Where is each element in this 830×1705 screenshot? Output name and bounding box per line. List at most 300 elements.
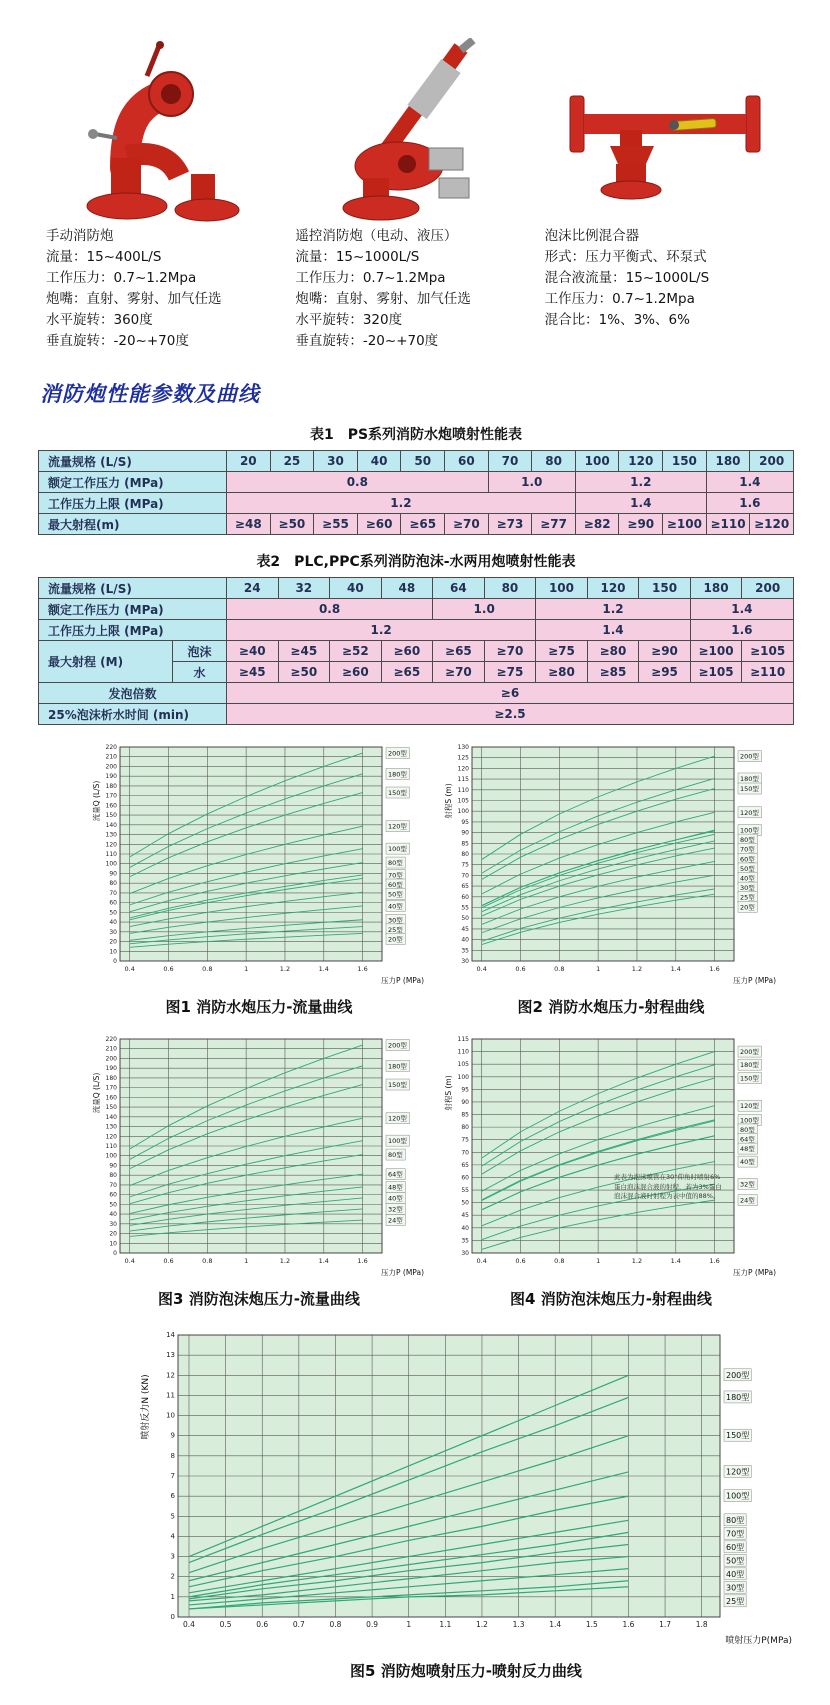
- svg-text:1.6: 1.6: [357, 965, 368, 974]
- svg-text:喷射压力P(MPa): 喷射压力P(MPa): [725, 1636, 792, 1647]
- svg-text:180: 180: [105, 1075, 117, 1083]
- svg-text:110: 110: [105, 1143, 117, 1151]
- svg-text:200型: 200型: [740, 752, 759, 761]
- svg-text:3: 3: [170, 1552, 175, 1561]
- svg-text:60型: 60型: [740, 855, 755, 864]
- table-cell: 流量规格 (L/S): [39, 451, 227, 472]
- svg-text:0.4: 0.4: [183, 1620, 195, 1630]
- svg-text:200型: 200型: [388, 1041, 407, 1050]
- svg-text:1.7: 1.7: [659, 1620, 672, 1630]
- svg-text:120: 120: [105, 1133, 117, 1141]
- table-cell: 25: [270, 451, 314, 472]
- svg-text:1.4: 1.4: [318, 1257, 329, 1266]
- table-cell: ≥82: [575, 514, 619, 535]
- svg-text:1: 1: [244, 1257, 249, 1266]
- manual-fire-monitor-illustration: [67, 38, 267, 226]
- svg-text:150型: 150型: [740, 1074, 759, 1083]
- table-cell: ≥80: [587, 641, 639, 662]
- table-cell: 1.0: [433, 599, 536, 620]
- svg-text:40: 40: [109, 1211, 117, 1219]
- svg-text:20: 20: [109, 938, 117, 946]
- svg-text:200: 200: [105, 763, 117, 771]
- svg-text:120: 120: [105, 841, 117, 849]
- svg-text:24型: 24型: [388, 1216, 403, 1225]
- svg-text:1: 1: [596, 1257, 601, 1266]
- table-cell: 180: [706, 451, 750, 472]
- product-spec-line: 水平旋转：360度: [46, 312, 153, 329]
- svg-text:80型: 80型: [740, 836, 755, 845]
- svg-text:80: 80: [109, 1172, 117, 1180]
- svg-text:1.4: 1.4: [318, 965, 329, 974]
- table-cell: 泡沫: [173, 641, 227, 662]
- svg-text:20型: 20型: [388, 935, 403, 944]
- svg-text:70: 70: [109, 1182, 117, 1190]
- table-cell: 120: [587, 578, 639, 599]
- svg-text:6: 6: [170, 1492, 175, 1501]
- svg-text:40型: 40型: [726, 1570, 745, 1580]
- table-cell: 1.6: [690, 620, 793, 641]
- table-cell: ≥95: [639, 662, 691, 683]
- svg-text:120型: 120型: [388, 822, 407, 831]
- svg-text:32型: 32型: [740, 1180, 755, 1189]
- svg-text:喷射反力N (KN): 喷射反力N (KN): [141, 1374, 151, 1440]
- svg-text:100型: 100型: [388, 845, 407, 854]
- table-cell: 150: [663, 451, 707, 472]
- svg-text:50: 50: [461, 915, 469, 923]
- svg-text:25型: 25型: [388, 926, 403, 935]
- svg-text:60: 60: [109, 1191, 117, 1199]
- svg-text:1.6: 1.6: [622, 1620, 635, 1630]
- table-cell: 流量规格 (L/S): [39, 578, 227, 599]
- foam-proportioner-illustration: [550, 38, 780, 226]
- svg-text:1.4: 1.4: [549, 1620, 562, 1630]
- svg-text:150型: 150型: [388, 789, 407, 798]
- table-cell: ≥40: [227, 641, 279, 662]
- chart-figure-1: [90, 739, 428, 1017]
- product-photo-remote-monitor: [295, 34, 536, 226]
- table-cell: 50: [401, 451, 445, 472]
- svg-text:45: 45: [461, 1212, 469, 1220]
- svg-text:0.4: 0.4: [124, 965, 135, 974]
- svg-text:0.6: 0.6: [515, 965, 526, 974]
- table-cell: ≥80: [536, 662, 588, 683]
- svg-text:180型: 180型: [726, 1393, 750, 1403]
- svg-text:1.2: 1.2: [279, 1257, 291, 1266]
- table-cell: 1.2: [536, 599, 691, 620]
- svg-text:35: 35: [461, 947, 469, 955]
- svg-text:20: 20: [109, 1230, 117, 1238]
- svg-text:4: 4: [170, 1532, 175, 1541]
- svg-text:100型: 100型: [388, 1137, 407, 1146]
- svg-text:射程S (m): 射程S (m): [444, 1075, 453, 1111]
- svg-text:0.4: 0.4: [124, 1257, 135, 1266]
- svg-text:220: 220: [105, 744, 117, 752]
- svg-text:0.8: 0.8: [329, 1620, 342, 1630]
- product-spec-line: 垂直旋转：-20~+70度: [46, 333, 189, 350]
- svg-text:30型: 30型: [726, 1583, 745, 1593]
- svg-text:160: 160: [105, 802, 117, 810]
- svg-text:0.8: 0.8: [554, 1257, 565, 1266]
- svg-text:110: 110: [457, 787, 469, 795]
- svg-text:75: 75: [461, 861, 469, 869]
- table-cell: 150: [639, 578, 691, 599]
- svg-text:150型: 150型: [740, 785, 759, 794]
- product-name: 遥控消防炮（电动、液压）: [295, 228, 458, 244]
- svg-text:0: 0: [170, 1613, 175, 1622]
- product-spec-line: 垂直旋转：-20~+70度: [295, 333, 439, 350]
- svg-text:10: 10: [109, 948, 117, 956]
- svg-text:30型: 30型: [740, 884, 755, 893]
- table-cell: ≥45: [278, 641, 330, 662]
- svg-text:90: 90: [109, 1162, 117, 1170]
- table-cell: 25%泡沫析水时间 (min): [39, 704, 227, 725]
- svg-text:25型: 25型: [740, 894, 755, 903]
- svg-text:0: 0: [113, 958, 117, 966]
- svg-text:12: 12: [166, 1371, 175, 1380]
- svg-text:60: 60: [109, 899, 117, 907]
- table-cell: ≥110: [742, 662, 794, 683]
- svg-text:95: 95: [461, 1086, 469, 1094]
- svg-text:压力P (MPa): 压力P (MPa): [380, 976, 424, 986]
- svg-text:0.4: 0.4: [476, 965, 487, 974]
- svg-text:40型: 40型: [388, 1194, 403, 1203]
- table-cell: ≥55: [314, 514, 358, 535]
- svg-text:1: 1: [170, 1593, 175, 1602]
- svg-text:0.7: 0.7: [292, 1620, 305, 1630]
- table-cell: 32: [278, 578, 330, 599]
- table-cell: 48: [381, 578, 433, 599]
- svg-text:0.8: 0.8: [202, 965, 213, 974]
- svg-text:1.2: 1.2: [631, 965, 643, 974]
- svg-text:1.8: 1.8: [695, 1620, 708, 1630]
- product-photo-foam-proportioner: [545, 34, 786, 226]
- svg-text:80型: 80型: [388, 859, 403, 868]
- svg-text:0.9: 0.9: [366, 1620, 379, 1630]
- svg-text:80: 80: [109, 880, 117, 888]
- svg-text:80: 80: [461, 1124, 469, 1132]
- svg-text:85: 85: [461, 1111, 469, 1119]
- svg-text:90: 90: [461, 1099, 469, 1107]
- svg-text:70: 70: [461, 1149, 469, 1157]
- table-cell: 最大射程 (M): [39, 641, 173, 683]
- svg-text:170: 170: [105, 1084, 117, 1092]
- table-cell: 100: [575, 451, 619, 472]
- table-cell: ≥65: [381, 662, 433, 683]
- table-cell: 24: [227, 578, 279, 599]
- svg-text:2: 2: [170, 1572, 175, 1581]
- svg-text:80型: 80型: [740, 1126, 755, 1135]
- product-specs: [295, 247, 536, 352]
- charts-row-3: [90, 1323, 794, 1681]
- table-cell: ≥75: [484, 662, 536, 683]
- svg-text:30: 30: [109, 1221, 117, 1229]
- table-cell: 工作压力上限 (MPa): [39, 493, 227, 514]
- svg-text:170: 170: [105, 792, 117, 800]
- table2-caption: 表2 PLC,PPC系列消防泡沫-水两用炮喷射性能表: [256, 554, 576, 571]
- remote-fire-monitor-illustration: [311, 38, 521, 226]
- svg-text:100: 100: [457, 808, 469, 816]
- product-spec-line: 工作压力：0.7~1.2Mpa: [46, 270, 197, 287]
- table-cell: ≥65: [401, 514, 445, 535]
- product-spec-line: 流量：15~1000L/S: [295, 249, 420, 266]
- table-cell: ≥6: [227, 683, 794, 704]
- svg-text:50: 50: [461, 1199, 469, 1207]
- svg-text:8: 8: [170, 1452, 175, 1461]
- product-name: 手动消防炮: [46, 228, 114, 244]
- svg-text:115: 115: [457, 776, 469, 784]
- chart-svg-fig5: [136, 1323, 796, 1655]
- table-cell: 80: [484, 578, 536, 599]
- section-heading: 消防炮性能参数及曲线: [40, 382, 260, 407]
- svg-text:10: 10: [109, 1240, 117, 1248]
- table-cell: ≥120: [750, 514, 794, 535]
- svg-text:180: 180: [105, 783, 117, 791]
- product-specs: [545, 247, 786, 331]
- svg-text:0.6: 0.6: [256, 1620, 269, 1630]
- svg-text:30: 30: [109, 929, 117, 937]
- table-cell: 64: [433, 578, 485, 599]
- svg-text:120型: 120型: [740, 809, 759, 818]
- svg-text:55: 55: [461, 904, 469, 912]
- table-cell: 水: [173, 662, 227, 683]
- svg-text:100: 100: [105, 861, 117, 869]
- svg-text:80型: 80型: [726, 1516, 745, 1526]
- svg-text:7: 7: [170, 1472, 175, 1481]
- product-specs: [46, 247, 287, 352]
- table-cell: 70: [488, 451, 532, 472]
- svg-text:11: 11: [166, 1391, 175, 1400]
- table-cell: 1.4: [536, 620, 691, 641]
- table-cell: 1.2: [227, 493, 576, 514]
- table-cell: ≥45: [227, 662, 279, 683]
- performance-table-water-monitor: [38, 450, 794, 535]
- svg-text:流量Q (L/S): 流量Q (L/S): [92, 1072, 101, 1114]
- product-card-foam-proportioner: [545, 34, 786, 352]
- svg-text:1: 1: [244, 965, 249, 974]
- svg-text:0.8: 0.8: [202, 1257, 213, 1266]
- product-spec-line: 炮嘴：直射、雾射、加气任选: [295, 291, 471, 308]
- table-cell: 200: [742, 578, 794, 599]
- svg-text:200型: 200型: [726, 1371, 750, 1381]
- product-spec-line: 流量：15~400L/S: [46, 249, 162, 266]
- svg-text:70型: 70型: [726, 1529, 745, 1539]
- svg-text:190: 190: [105, 1065, 117, 1073]
- svg-text:60: 60: [461, 1174, 469, 1182]
- chart-caption: 图1 消防水炮压力-流量曲线: [165, 998, 353, 1017]
- table-cell: 1.4: [575, 493, 706, 514]
- svg-text:0: 0: [113, 1250, 117, 1258]
- svg-text:60型: 60型: [388, 881, 403, 890]
- svg-text:5: 5: [170, 1512, 175, 1521]
- svg-text:220: 220: [105, 1036, 117, 1044]
- table-cell: 1.6: [706, 493, 793, 514]
- svg-text:流量Q (L/S): 流量Q (L/S): [92, 780, 101, 822]
- table-cell: ≥70: [433, 662, 485, 683]
- svg-text:1.6: 1.6: [709, 1257, 720, 1266]
- product-spec-line: 混合液流量：15~1000L/S: [544, 270, 710, 287]
- table-cell: ≥70: [484, 641, 536, 662]
- svg-text:70型: 70型: [388, 871, 403, 880]
- svg-text:1.6: 1.6: [709, 965, 720, 974]
- table-cell: 1.2: [575, 472, 706, 493]
- product-spec-line: 炮嘴：直射、雾射、加气任选: [46, 291, 222, 308]
- svg-text:50型: 50型: [388, 890, 403, 899]
- table-cell: ≥105: [690, 662, 742, 683]
- svg-text:55: 55: [461, 1187, 469, 1195]
- product-name: 泡沫比例混合器: [544, 228, 640, 244]
- svg-text:90: 90: [461, 829, 469, 837]
- product-photo-manual-monitor: [46, 34, 287, 226]
- svg-text:100: 100: [105, 1153, 117, 1161]
- table-cell: 1.2: [227, 620, 536, 641]
- table-cell: ≥100: [663, 514, 707, 535]
- svg-text:0.5: 0.5: [219, 1620, 232, 1630]
- svg-text:210: 210: [105, 754, 117, 762]
- table-cell: 40: [357, 451, 401, 472]
- svg-text:200型: 200型: [740, 1048, 759, 1057]
- table-cell: ≥70: [445, 514, 489, 535]
- table-cell: ≥2.5: [227, 704, 794, 725]
- chart-svg-fig1: [90, 739, 428, 991]
- svg-text:射程S (m): 射程S (m): [444, 783, 453, 819]
- chart-caption: 图2 消防水炮压力-射程曲线: [517, 998, 705, 1017]
- table-cell: ≥52: [330, 641, 382, 662]
- chart-caption: 图4 消防泡沫炮压力-射程曲线: [510, 1290, 712, 1309]
- svg-text:125: 125: [457, 754, 469, 762]
- svg-text:75: 75: [461, 1136, 469, 1144]
- svg-text:160: 160: [105, 1094, 117, 1102]
- svg-text:1: 1: [596, 965, 601, 974]
- svg-text:200: 200: [105, 1055, 117, 1063]
- chart-figure-5: [136, 1323, 796, 1681]
- table-cell: 1.4: [706, 472, 793, 493]
- table-cell: 1.0: [488, 472, 575, 493]
- svg-text:180型: 180型: [740, 775, 759, 784]
- table-cell: 100: [536, 578, 588, 599]
- svg-text:1: 1: [406, 1620, 412, 1630]
- product-spec-line: 水平旋转：320度: [295, 312, 403, 329]
- table-cell: ≥90: [619, 514, 663, 535]
- svg-text:120: 120: [457, 765, 469, 773]
- table-cell: ≥50: [270, 514, 314, 535]
- svg-text:压力P (MPa): 压力P (MPa): [380, 1268, 424, 1278]
- table-cell: 发泡倍数: [39, 683, 227, 704]
- table-cell: 工作压力上限 (MPa): [39, 620, 227, 641]
- svg-text:100型: 100型: [740, 1116, 759, 1125]
- svg-text:压力P (MPa): 压力P (MPa): [732, 1268, 776, 1278]
- svg-text:50型: 50型: [740, 865, 755, 874]
- chart-figure-4: [442, 1031, 780, 1309]
- chart-annotation-note: 此表为泡沫喷管在30°仰角时喷射6%蛋白泡沫混合液的射程，若为3%蛋白泡沫混合液时射程为表中值的88%。: [614, 1173, 722, 1201]
- table-cell: 30: [314, 451, 358, 472]
- svg-text:110: 110: [457, 1048, 469, 1056]
- chart-svg-fig3: [90, 1031, 428, 1283]
- charts-row-1: [90, 739, 794, 1017]
- charts-row-2: [90, 1031, 794, 1309]
- svg-text:压力P (MPa): 压力P (MPa): [732, 976, 776, 986]
- chart-figure-3: [90, 1031, 428, 1309]
- svg-text:0.6: 0.6: [163, 965, 174, 974]
- svg-text:0.6: 0.6: [515, 1257, 526, 1266]
- product-spec-line: 工作压力：0.7~1.2Mpa: [544, 291, 695, 308]
- svg-text:1.2: 1.2: [475, 1620, 488, 1630]
- svg-text:1.3: 1.3: [512, 1620, 525, 1630]
- svg-text:64型: 64型: [740, 1135, 755, 1144]
- table-cell: ≥105: [742, 641, 794, 662]
- svg-text:150: 150: [105, 1104, 117, 1112]
- svg-text:180型: 180型: [740, 1061, 759, 1070]
- svg-text:50: 50: [109, 909, 117, 917]
- svg-text:120型: 120型: [726, 1467, 750, 1477]
- svg-text:1.2: 1.2: [631, 1257, 643, 1266]
- svg-text:9: 9: [170, 1431, 175, 1440]
- svg-text:0.4: 0.4: [476, 1257, 487, 1266]
- svg-text:100: 100: [457, 1074, 469, 1082]
- svg-text:1.5: 1.5: [585, 1620, 598, 1630]
- table-cell: ≥50: [278, 662, 330, 683]
- chart-caption: 图5 消防炮喷射压力-喷射反力曲线: [350, 1662, 582, 1681]
- svg-text:20型: 20型: [740, 903, 755, 912]
- svg-text:60: 60: [461, 894, 469, 902]
- svg-text:32型: 32型: [388, 1205, 403, 1214]
- svg-text:85: 85: [461, 840, 469, 848]
- svg-text:80型: 80型: [388, 1151, 403, 1160]
- svg-text:40: 40: [461, 936, 469, 944]
- svg-text:190: 190: [105, 773, 117, 781]
- svg-text:1.4: 1.4: [670, 1257, 681, 1266]
- product-card-remote-monitor: [295, 34, 536, 352]
- svg-text:80: 80: [461, 851, 469, 859]
- table-cell: ≥100: [690, 641, 742, 662]
- svg-text:105: 105: [457, 797, 469, 805]
- svg-text:90: 90: [109, 870, 117, 878]
- svg-text:180型: 180型: [388, 770, 407, 779]
- svg-text:100型: 100型: [726, 1491, 750, 1501]
- performance-table-foam-water-monitor: [38, 577, 794, 725]
- svg-text:14: 14: [166, 1331, 175, 1340]
- table-cell: ≥60: [381, 641, 433, 662]
- table-cell: 120: [619, 451, 663, 472]
- svg-text:30: 30: [461, 1250, 469, 1258]
- chart-caption: 图3 消防泡沫炮压力-流量曲线: [158, 1290, 360, 1309]
- svg-text:200型: 200型: [388, 749, 407, 758]
- product-spec-line: 混合比：1%、3%、6%: [544, 312, 690, 329]
- svg-text:1.4: 1.4: [670, 965, 681, 974]
- svg-text:25型: 25型: [726, 1597, 745, 1607]
- table-cell: 200: [750, 451, 794, 472]
- table-cell: ≥60: [357, 514, 401, 535]
- svg-text:0.8: 0.8: [554, 965, 565, 974]
- svg-text:40: 40: [109, 919, 117, 927]
- svg-text:50型: 50型: [726, 1556, 745, 1566]
- product-spec-line: 工作压力：0.7~1.2Mpa: [295, 270, 446, 287]
- svg-text:150型: 150型: [388, 1081, 407, 1090]
- table-cell: 额定工作压力 (MPa): [39, 599, 227, 620]
- table-cell: ≥75: [536, 641, 588, 662]
- product-spec-line: 形式：压力平衡式、环泵式: [544, 249, 707, 266]
- svg-text:105: 105: [457, 1061, 469, 1069]
- svg-text:130: 130: [105, 831, 117, 839]
- svg-text:65: 65: [461, 883, 469, 891]
- svg-text:40型: 40型: [388, 902, 403, 911]
- svg-text:0.6: 0.6: [163, 1257, 174, 1266]
- table-cell: ≥110: [706, 514, 750, 535]
- svg-text:40: 40: [461, 1225, 469, 1233]
- table-cell: 1.4: [690, 599, 793, 620]
- svg-text:95: 95: [461, 819, 469, 827]
- svg-text:115: 115: [457, 1036, 469, 1044]
- svg-text:13: 13: [166, 1351, 175, 1360]
